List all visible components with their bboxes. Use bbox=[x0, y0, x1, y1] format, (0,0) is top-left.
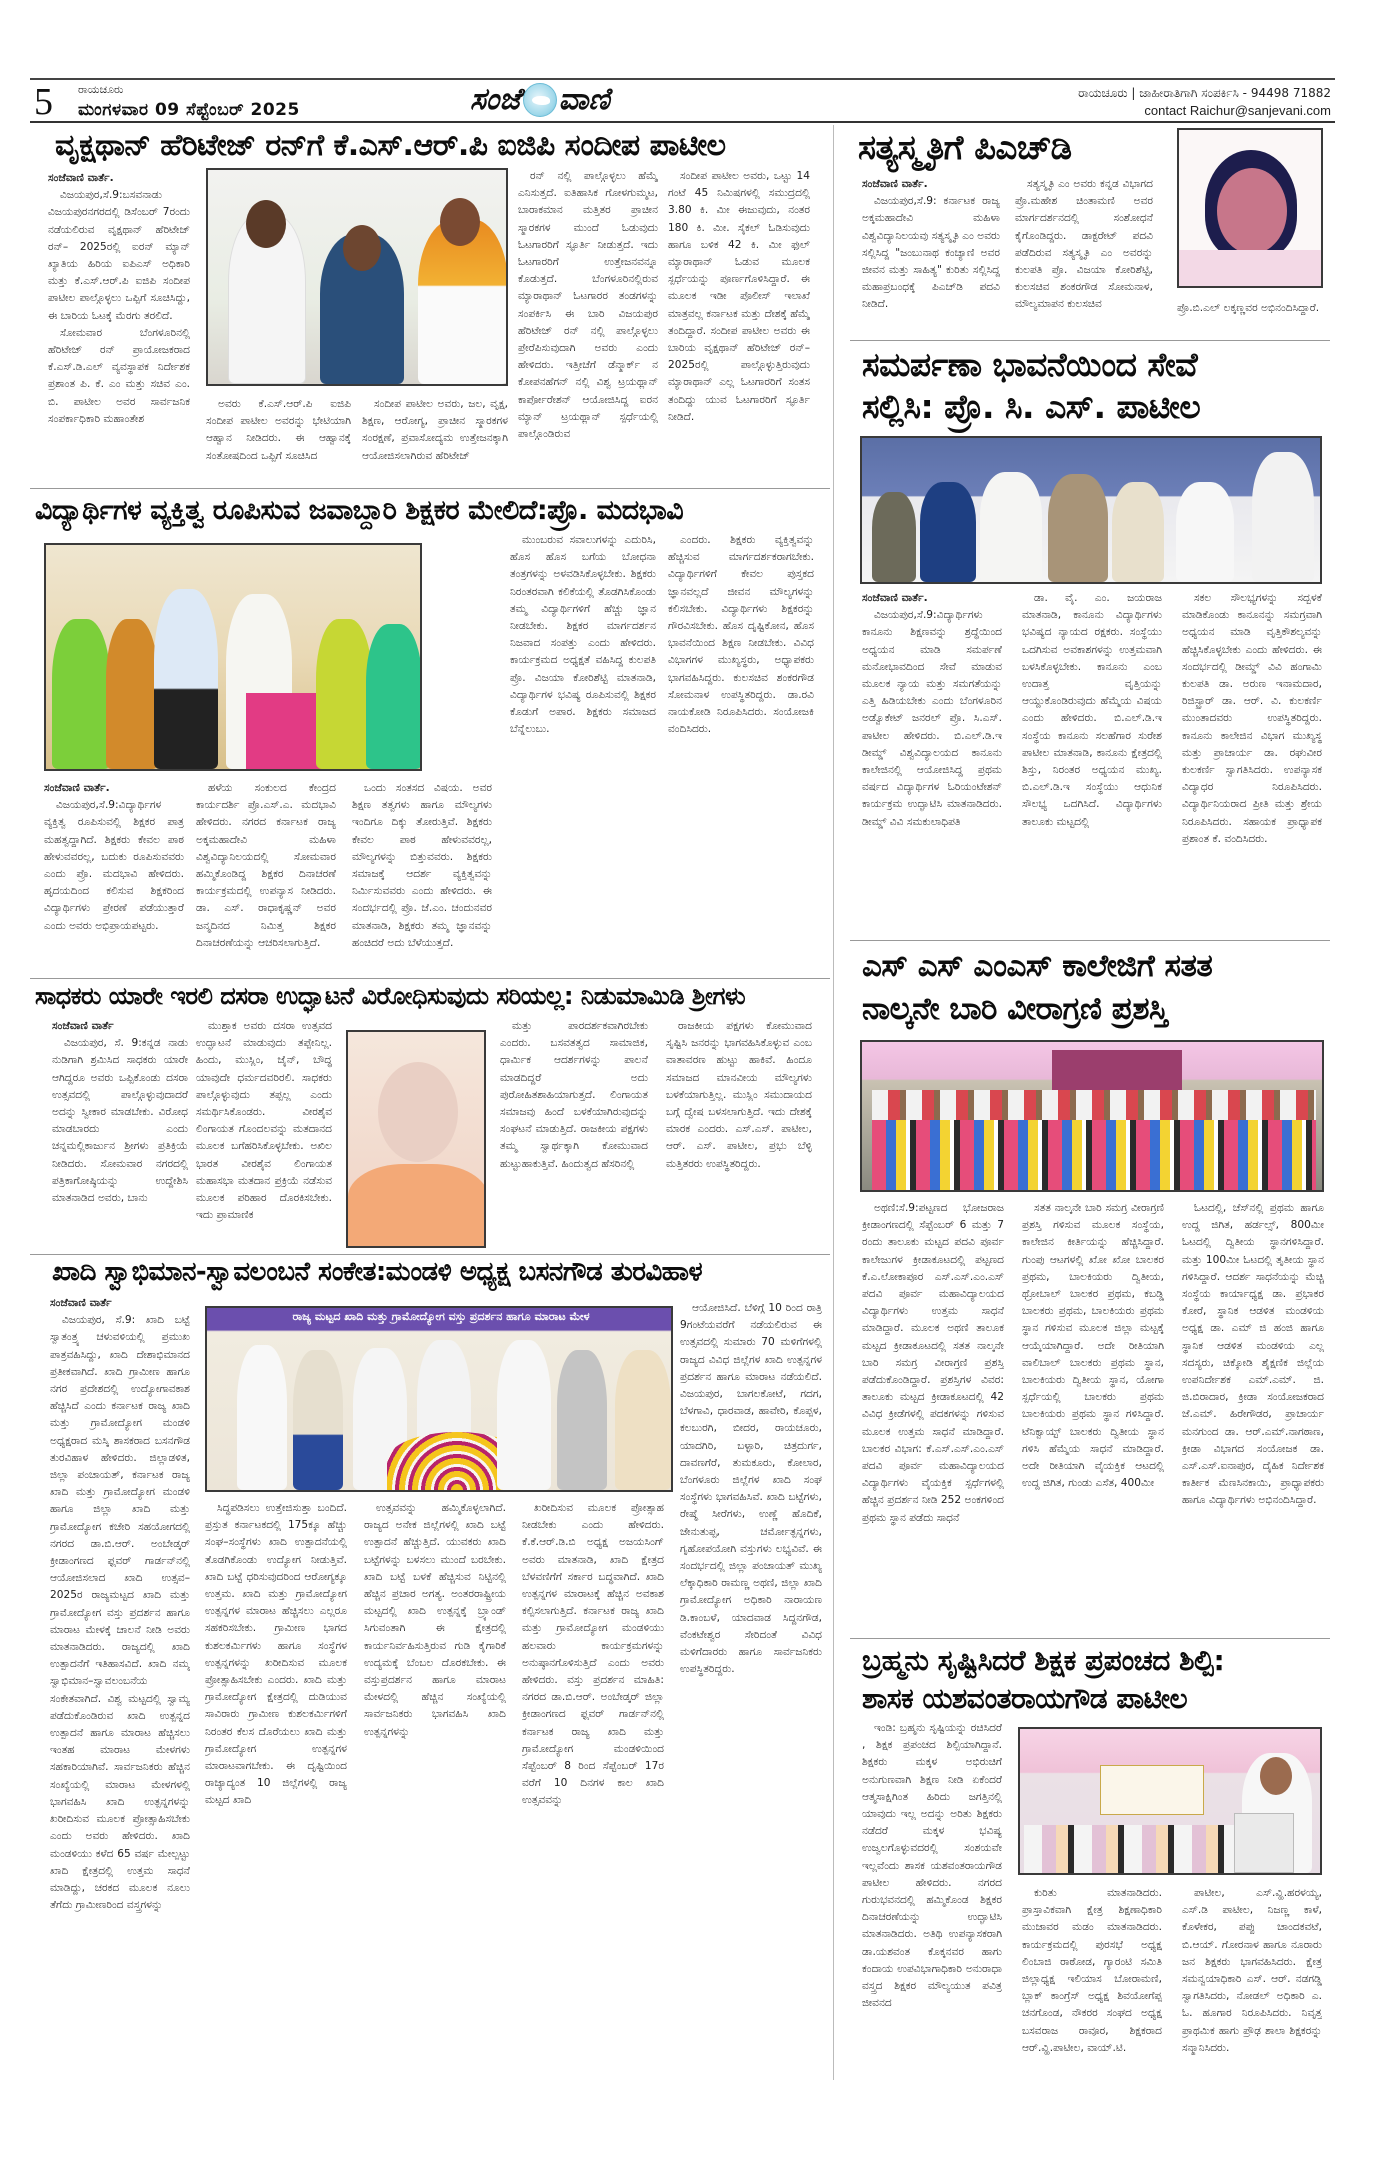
seated-guests bbox=[1024, 1825, 1234, 1873]
article-column bbox=[206, 396, 351, 476]
person-figure bbox=[497, 1340, 551, 1490]
article-photo bbox=[346, 1030, 486, 1248]
ad-contact-line: ರಾಯಚೂರು | ಜಾಹೀರಾತಿಗಾಗಿ ಸಂಪರ್ಕಿಸಿ - 94498 71882 bbox=[1078, 86, 1331, 100]
article-body: ರನ್ ನಲ್ಲಿ ಪಾಲ್ಗೊಳ್ಳಲು ಹೆಮ್ಮೆ ಎನಿಸುತ್ತದೆ. ಐತಿಹಾಸಿಕ ಗೋಳಗುಮ್ಮಟ, ಬಾರಾಕಮಾನ ಮತ್ತಿತರ ಪ್ರಾಚೀನ ಸ್ಮಾರಕಗಳ ಮುಂದೆ ಓಡುವುದು ಓಟಗಾರರಿಗೆ ಸ್ಫೂರ್ತಿ ನೀಡುತ್ತದೆ. ಇದು ಓಟಗಾರರಿಗೆ ಉತ್ತೇಜನವನ್ನೂ ಕೊಡುತ್ತದೆ. ಬೆಂಗಳೂರಿನಲ್ಲಿರುವ ಮ್ಯಾರಾಥಾನ್ ಓಟಗಾರರ ತಂಡಗಳನ್ನು ಸಂಪರ್ಕಿಸಿ ಈ ಬಾರಿ ವಿಜಯಪುರ ಹೆರಿಟೇಜ್ ರನ್ ನಲ್ಲಿ ಪಾಲ್ಗೊಳ್ಳಲು ಪ್ರೇರೆಪಿಸುವುದಾಗಿ ಅವರು ಎಂದು ಹೇಳಿದರು. ಇತ್ತೀಚೆಗೆ ಡೆನ್ಮಾರ್ಕ್ ನ ಕೋಪನಹೆಗನ್ ನಲ್ಲಿ ವಿಶ್ವ ಟ್ರಯಥ್ಲಾನ್ ಕಾರ್ಪೋರೇಶನ್ ಆಯೋಜಿಸಿದ್ದ ಐರನ ಮ್ಯಾನ್ ಟ್ರಯಥ್ಲಾನ್ ಸ್ಪರ್ಧೆಯಲ್ಲಿ ಪಾಲ್ಗೊಂಡಿರುವ bbox=[518, 170, 658, 441]
article-column bbox=[205, 1500, 347, 2085]
headline[interactable]: ಸತ್ಯಸ್ಮೃತಿಗೆ ಪಿಎಚ್‌ಡಿ bbox=[858, 128, 1072, 168]
article-body: ಅವರು ಕೆ.ಎಸ್.ಆರ್.ಪಿ ಐಜಿಪಿ ಸಂದೀಪ ಪಾಟೀಲ ಅವರನ್ನು ಭೇಟಿಯಾಗಿ ಆಹ್ವಾನ ನೀಡಿದರು. ಈ ಆಹ್ವಾನಕ್ಕೆ ಸಂತೋಷದಿಂದ ಒಪ್ಪಿಗೆ ಸೂಚಿಸಿದ bbox=[206, 398, 351, 462]
article-column bbox=[862, 176, 1000, 336]
article-column bbox=[1182, 1200, 1324, 1635]
contact-email[interactable]: contact Raichur@sanjevani.com bbox=[1144, 103, 1331, 118]
article-body: ಆಯೋಜಿಸಿದೆ. ಬೆಳಿಗ್ಗೆ 10 ರಿಂದ ರಾತ್ರಿ 9ಗಂಟೆಯವರೆಗೆ ನಡೆಯಲಿರುವ ಈ ಉತ್ಸವದಲ್ಲಿ ಸುಮಾರು 70 ಮಳಿಗೆಗಳಲ್ಲಿ ರಾಜ್ಯದ ವಿವಿಧ ಜಿಲ್ಲೆಗಳ ಖಾದಿ ಉತ್ಪನ್ನಗಳ ಪ್ರದರ್ಶನ ಹಾಗೂ ಮಾರಾಟ ನಡೆಯಲಿದೆ. ವಿಜಯಪುರ, ಬಾಗಲಕೋಟೆ, ಗದಗ, ಬೆಳಗಾವಿ, ಧಾರವಾಡ, ಹಾವೇರಿ, ಕೊಪ್ಪಳ, ಕಲಬುರಗಿ, ಬೀದರ, ರಾಯಚೂರು, ಯಾದಗಿರಿ, ಬಳ್ಳಾರಿ, ಚಿತ್ರದುರ್ಗ, ದಾವಣಗೆರೆ, ತುಮಕೂರು, ಕೋಲಾರ, ಬೆಂಗಳೂರು ಜಿಲ್ಲೆಗಳ ಖಾದಿ ಸಂಘ ಸಂಸ್ಥೆಗಳು ಭಾಗವಹಿಸಿವೆ. ಖಾದಿ ಬಟ್ಟೆಗಳು, ರೇಷ್ಮೆ ಸೀರೆಗಳು, ಉಣ್ಣೆ ಹೊದಿಕೆ, ಜೇನುತುಪ್ಪ, ಚರ್ಮೋತ್ಪನ್ನಗಳು, ಗೃಹೋಪಯೋಗಿ ವಸ್ತುಗಳು ಲಭ್ಯವಿವೆ. ಈ ಸಂದರ್ಭದಲ್ಲಿ ಜಿಲ್ಲಾ ಪಂಚಾಯತ್ ಮುಖ್ಯ ಲೆಕ್ಕಾಧಿಕಾರಿ ರಾಮಣ್ಣ ಅಥಣಿ, ಜಿಲ್ಲಾ ಖಾದಿ ಗ್ರಾಮೋದ್ಯೋಗ ಅಧಿಕಾರಿ ನಾರಾಯಣ ಡಿ.ಕಾಂಬಳೆ, ಯಾದವಾಡ ಸಿದ್ದನಗೌಡ, ವೆಂಕಟೇಶ್ವರ ಸೇರಿದಂತೆ ವಿವಿಧ ಮಳಿಗೆದಾರರು ಹಾಗೂ ಸಾರ್ವಜನಿಕರು ಉಪಸ್ಥಿತರಿದ್ದರು. bbox=[680, 1302, 822, 1676]
issue-date: ಮಂಗಳವಾರ 09 ಸೆಪ್ಟೆಂಬರ್ 2025 bbox=[78, 100, 300, 120]
article-column bbox=[1022, 1885, 1162, 2085]
article-body: ವಿಜಯಪುರ,ಸೆ.9:ವಿದ್ಯಾರ್ಥಿಗಳ ವ್ಯಕ್ತಿತ್ವ ರೂಪಿಸುವಲ್ಲಿ ಶಿಕ್ಷಕರ ಪಾತ್ರ ಮಹತ್ವದ್ದಾಗಿದೆ. ಶಿಕ್ಷಕರು ಕೇವಲ ಪಾಠ ಹೇಳುವವರಲ್ಲ, ಬದುಕು ರೂಪಿಸುವವರು ಎಂದು ಪ್ರೊ. ಮದಭಾವಿ ಹೇಳಿದರು. ಹೃದಯದಿಂದ ಕಲಿಸುವ ಶಿಕ್ಷಕರಿಂದ ವಿದ್ಯಾರ್ಥಿಗಳು ಪ್ರೇರಣೆ ಪಡೆಯುತ್ತಾರೆ ಎಂದು ಅವರು ಅಭಿಪ್ರಾಯಪಟ್ಟರು. bbox=[44, 799, 184, 932]
person-figure bbox=[366, 624, 422, 769]
person-figure bbox=[316, 619, 372, 769]
person-figure bbox=[293, 1350, 343, 1490]
dove-icon bbox=[523, 83, 557, 117]
edition-label: ರಾಯಚೂರು bbox=[78, 83, 124, 96]
article-column bbox=[364, 1500, 506, 2085]
section-divider bbox=[850, 1638, 1330, 1639]
page-number: 5 bbox=[34, 81, 53, 123]
headline[interactable]: ವೃಕ್ಷಥಾನ್ ಹೆರಿಟೇಜ್ ರನ್‌ಗೆ ಕೆ.ಎಸ್.ಆರ್.ಪಿ ಐಜಿಪಿ ಸಂದೀಪ ಪಾಟೀಲ bbox=[55, 128, 726, 163]
article-body: ಎಂದರು. ಶಿಕ್ಷಕರು ವ್ಯಕ್ತಿತ್ವವನ್ನು ಹೆಚ್ಚಿಸುವ ಮಾರ್ಗದರ್ಶಕರಾಗಬೇಕು. ವಿದ್ಯಾರ್ಥಿಗಳಿಗೆ ಕೇವಲ ಪುಸ್ತಕದ ಜ್ಞಾನವಲ್ಲದೆ ಜೀವನ ಮೌಲ್ಯಗಳನ್ನು ಕಲಿಸಬೇಕು. ವಿದ್ಯಾರ್ಥಿಗಳು ಶಿಕ್ಷಕರನ್ನು ಗೌರವಿಸಬೇಕು. ಹೊಸ ದೃಷ್ಟಿಕೋನ, ಹೊಸ ಭಾವನೆಯಿಂದ ಶಿಕ್ಷಣ ನೀಡಬೇಕು. ವಿವಿಧ ವಿಭಾಗಗಳ ಮುಖ್ಯಸ್ಥರು, ಅಧ್ಯಾಪಕರು ಭಾಗವಹಿಸಿದ್ದರು. ಕುಲಸಚಿವ ಶಂಕರಗೌಡ ಸೋಮನಾಳ ಉಪಸ್ಥಿತರಿದ್ದರು. ಡಾ.ರವಿ ನಾಯಕೋಡಿ ನಿರೂಪಿಸಿದರು. ಸಂಯೋಜಕಿ ವಂದಿಸಿದರು. bbox=[668, 534, 814, 736]
person-figure bbox=[1252, 452, 1314, 582]
article-column bbox=[52, 1018, 188, 1250]
person-figure bbox=[872, 492, 916, 582]
article-body: ಸಂದೀಪ ಪಾಟೀಲ ಅವರು, ಒಟ್ಟು 14 ಗಂಟೆ 45 ನಿಮಿಷಗಳಲ್ಲಿ ಸಮುದ್ರದಲ್ಲಿ 3.80 ಕಿ. ಮೀ ಈಜುವುದು, ನಂತರ 180 ಕಿ. ಮೀ. ಸೈಕಲ್ ಓಡಿಸುವುದು ಹಾಗೂ ಬಳಿಕ 42 ಕಿ. ಮೀ ಫುಲ್ ಮ್ಯಾರಾಥಾನ್ ಓಡುವ ಮೂಲಕ ಸ್ಪರ್ಧೆಯನ್ನು ಪೂರ್ಣಗೊಳಿಸಿದ್ದಾರೆ. ಈ ಮೂಲಕ ಇಡೀ ಪೊಲೀಸ್ ಇಲಾಖೆ ಮಾತ್ರವಲ್ಲ ಕರ್ನಾಟಕ ಮತ್ತು ದೇಶಕ್ಕೆ ಹೆಮ್ಮೆ ತಂದಿದ್ದಾರೆ. ಸಂದೀಪ ಪಾಟೀಲ ಅವರು ಈ ಬಾರಿಯ ವೃಕ್ಷಥಾನ್ ಹೆರಿಟೇಜ್ ರನ್– 2025ರಲ್ಲಿ ಪಾಲ್ಗೊಳ್ಳುತ್ತಿರುವುದು ಮ್ಯಾರಾಥಾನ್ ಎಲ್ಲ ಓಟಗಾರರಿಗೆ ಸಂತಸ ತಂದಿದ್ದು ಯುವ ಓಟಗಾರರಿಗೆ ಸ್ಫೂರ್ತಿ ನೀಡಿದೆ. bbox=[668, 170, 810, 423]
article-body: ಸತ್ಯಸ್ಮೃತಿ ಎಂ ಅವರು ಕನ್ನಡ ವಿಭಾಗದ ಪ್ರೊ.ಮಹೇಶ ಚಿಂತಾಮಣಿ ಅವರ ಮಾರ್ಗದರ್ಶನದಲ್ಲಿ ಸಂಶೋಧನೆ ಕೈಗೊಂಡಿದ್ದರು. ಡಾಕ್ಟರೇಟ್ ಪದವಿ ಪಡೆದಿರುವ ಸತ್ಯಸ್ಮೃತಿ ಎಂ ಅವರನ್ನು ಕುಲಪತಿ ಪ್ರೊ. ವಿಜಯಾ ಕೋರಿಶೆಟ್ಟಿ, ಕುಲಸಚಿವ ಶಂಕರಗೌಡ ಸೋಮನಾಳ, ಮೌಲ್ಯಮಾಪನ ಕುಲಸಚಿವ bbox=[1015, 178, 1153, 311]
byline: ಸಂಜೆವಾಣಿ ವಾರ್ತೆ bbox=[50, 1297, 112, 1309]
section-divider bbox=[30, 978, 830, 979]
article-body: ಅಥಣಿ:ಸೆ.9:ಪಟ್ಟಣದ ಭೋಜರಾಜ ಕ್ರೀಡಾಂಗಣದಲ್ಲಿ ಸೆಪ್ಟೆಂಬರ್ 6 ಮತ್ತು 7 ರಂದು ತಾಲೂಕು ಮಟ್ಟದ ಪದವಿ ಪೂರ್ವ ಕಾಲೇಜುಗಳ ಕ್ರೀಡಾಕೂಟದಲ್ಲಿ ಪಟ್ಟಣದ ಕೆ.ಎ.ಲೋಕಾಪೂರ ಎಸ್.ಎಸ್.ಎಂ.ಎಸ್ ಪದವಿ ಪೂರ್ವ ಮಹಾವಿದ್ಯಾಲಯದ ವಿದ್ಯಾರ್ಥಿಗಳು ಉತ್ತಮ ಸಾಧನೆ ಮಾಡಿದ್ದಾರೆ. ಮೂಲಕ ಅಥಣಿ ತಾಲೂಕ ಮಟ್ಟದ ಕ್ರೀಡಾಕೂಟದಲ್ಲಿ ಸತತ ನಾಲ್ಕನೇ ಬಾರಿ ಸಮಗ್ರ ವೀರಾಗ್ರಣಿ ಪ್ರಶಸ್ತಿ ಪಡೆದುಕೊಂಡಿದ್ದಾರೆ. ಪ್ರಶಸ್ತಿಗಳ ವಿವರ: ತಾಲೂಕು ಮಟ್ಟದ ಕ್ರೀಡಾಕೂಟದಲ್ಲಿ 42 ವಿವಿಧ ಕ್ರೀಡೆಗಳಲ್ಲಿ ಪದಕಗಳನ್ನು ಗಳಿಸುವ ಮೂಲಕ ಉತ್ತಮ ಸಾಧನೆ ಮಾಡಿದ್ದಾರೆ. ಬಾಲಕರ ವಿಭಾಗ: ಕೆ.ಎಸ್.ಎಸ್.ಎಂ.ಎಸ್ ಪದವಿ ಪೂರ್ವ ಮಹಾವಿದ್ಯಾಲಯದ ವಿದ್ಯಾರ್ಥಿಗಳು ವೈಯಕ್ತಿಕ ಸ್ಪರ್ಧೆಗಳಲ್ಲಿ ಹೆಚ್ಚಿನ ಪ್ರದರ್ಶನ ನೀಡಿ 252 ಅಂಕಗಳಿಂದ ಪ್ರಥಮ ಸ್ಥಾನ ಪಡೆದು ಸಾಧನೆ bbox=[862, 1202, 1004, 1524]
headline-line: ನಾಲ್ಕನೇ ಬಾರಿ ವೀರಾಗ್ರಣಿ ಪ್ರಶಸ್ತಿ bbox=[862, 991, 1168, 1027]
person-figure bbox=[154, 589, 218, 769]
article-column bbox=[48, 170, 190, 470]
headline-line: ಶಾಸಕ ಯಶವಂತರಾಯಗೌಡ ಪಾಟೀಲ bbox=[862, 1682, 1188, 1715]
article-column bbox=[500, 1018, 648, 1250]
article-column bbox=[352, 780, 492, 970]
person-figure bbox=[237, 1345, 287, 1490]
article-body: ಸಂದೀಪ ಪಾಟೀಲ ಅವರು, ಜಲ, ವೃಕ್ಷ, ಶಿಕ್ಷಣ, ಆರೋಗ್ಯ, ಪ್ರಾಚೀನ ಸ್ಮಾರಕಗಳ ಸಂರಕ್ಷಣೆ, ಪ್ರವಾಸೋದ್ಯಮ ಉತ್ತೇಜನಕ್ಕಾಗಿ ಆಯೋಜಿಸಲಾಗಿರುವ ಹೆರಿಟೇಜ್ bbox=[362, 398, 508, 462]
headline-line: ಸಮರ್ಪಣಾ ಭಾವನೆಯಿಂದ ಸೇವೆ bbox=[862, 345, 1198, 384]
section-divider bbox=[850, 940, 1330, 941]
article-photo bbox=[860, 1040, 1324, 1192]
article-body: ವಿಜಯಪುರ,ಸೆ.9:ವಿದ್ಯಾರ್ಥಿಗಳು ಕಾನೂನು ಶಿಕ್ಷಣವನ್ನು ಶ್ರದ್ಧೆಯಿಂದ ಅಧ್ಯಯನ ಮಾಡಿ ಸಮರ್ಪಣೆ ಮನೋಭಾವದಿಂದ ಸೇವೆ ಮಾಡುವ ಮೂಲಕ ನ್ಯಾಯ ಮತ್ತು ಸಮಗತೆಯನ್ನು ಎತ್ತಿ ಹಿಡಿಯಬೇಕು ಎಂದು ಬೆಂಗಳೂರಿನ ಅಡ್ವೊಕೇಟ್ ಜನರಲ್ ಪ್ರೊ. ಸಿ.ಎಸ್. ಪಾಟೀಲ ಹೇಳಿದರು. ಬಿ.ಎಲ್.ಡಿ.ಇ ಡೀಮ್ಡ್ ವಿಶ್ವವಿದ್ಯಾಲಯದ ಕಾನೂನು ಕಾಲೇಜಿನಲ್ಲಿ ಆಯೋಜಿಸಿದ್ದ ಪ್ರಥಮ ವರ್ಷದ ವಿದ್ಯಾರ್ಥಿಗಳ ಓರಿಯಂಟೇಶನ್ ಕಾರ್ಯಕ್ರಮ ಉದ್ಘಾಟಿಸಿ ಮಾತನಾಡಿದರು. ಡೀಮ್ಡ್ ವಿವಿ ಸಮಕುಲಾಧಿಪತಿ bbox=[862, 609, 1002, 828]
logo-text-left: ಸಂಜೆ bbox=[470, 82, 521, 117]
article-body: ಇಂಡಿ: ಬ್ರಹ್ಮನು ಸೃಷ್ಟಿಯನ್ನು ರಚಿಸಿದರೆ , ಶಿಕ್ಷಕ ಪ್ರಪಂಚದ ಶಿಲ್ಪಿಯಾಗಿದ್ದಾನೆ. ಶಿಕ್ಷಕರು ಮಕ್ಕಳ ಅಭಿರುಚಿಗೆ ಅನುಗುಣವಾಗಿ ಶಿಕ್ಷಣ ನೀಡಿ ಏಕೆಂದರೆ ಆತ್ಮಸಾಕ್ಷಿಗಿಂತ ಹಿರಿದು ಜಗತ್ತಿನಲ್ಲಿ ಯಾವುದು ಇಲ್ಲ ಅದನ್ನು ಅರಿತು ಶಿಕ್ಷಕರು ನಡೆದರೆ ಮಕ್ಕಳ ಭವಿಷ್ಯ ಉಜ್ವಲಗೊಳ್ಳುವದರಲ್ಲಿ ಸಂಶಯವೇ ಇಲ್ಲವೆಂದು ಶಾಸಕ ಯಶವಂತರಾಯಗೌಡ ಪಾಟೀಲ ಹೇಳಿದರು. ನಗರದ ಗುರುಭವನದಲ್ಲಿ ಹಮ್ಮಿಕೊಂಡ ಶಿಕ್ಷಕರ ದಿನಾಚರಣೆಯನ್ನು ಉದ್ಘಾಟಿಸಿ ಮಾತನಾಡಿದರು. ಅತಿಥಿ ಉಪನ್ಯಾಸಕರಾಗಿ ಡಾ.ಯಶವಂತ ಕೊಕ್ಕನವರ ಹಾಗು ಕಂದಾಯ ಉಪವಿಭಾಗಾಧಿಕಾರಿ ಅನುರಾಧಾ ವಸ್ತ್ರದ ಶಿಕ್ಷಕರ ಮೌಲ್ಯಯುತ ಪವಿತ್ರ ಜೀವನದ bbox=[862, 1722, 1002, 2010]
article-body: ಸಿದ್ಧಪಡಿಸಲು ಉತ್ತೇಜಿಸುತ್ತಾ ಬಂದಿದೆ. ಪ್ರಸ್ತುತ ಕರ್ನಾಟಕದಲ್ಲಿ 175ಕ್ಕೂ ಹೆಚ್ಚು ಸಂಘ–ಸಂಸ್ಥೆಗಳು ಖಾದಿ ಉತ್ಪಾದನೆಯಲ್ಲಿ ತೊಡಗಿಕೊಂಡು ಉದ್ಯೋಗ ನೀಡುತ್ತಿವೆ. ಖಾದಿ ಬಟ್ಟೆ ಧರಿಸುವುದರಿಂದ ಆರೋಗ್ಯಕ್ಕೂ ಉತ್ತಮ. ಖಾದಿ ಮತ್ತು ಗ್ರಾಮೋದ್ಯೋಗ ಉತ್ಪನ್ನಗಳ ಮಾರಾಟ ಹೆಚ್ಚಿಸಲು ಎಲ್ಲರೂ ಸಹಕರಿಸಬೇಕು. ಗ್ರಾಮೀಣ ಭಾಗದ ಕುಶಲಕರ್ಮಿಗಳು ಹಾಗೂ ಸಂಸ್ಥೆಗಳ ಉತ್ಪನ್ನಗಳನ್ನು ಖರೀದಿಸುವ ಮೂಲಕ ಪ್ರೋತ್ಸಾಹಿಸಬೇಕು ಎಂದರು. ಖಾದಿ ಮತ್ತು ಗ್ರಾಮೋದ್ಯೋಗ ಕ್ಷೇತ್ರದಲ್ಲಿ ದುಡಿಯುವ ಸಾವಿರಾರು ಗ್ರಾಮೀಣ ಕುಶಲಕರ್ಮಿಗಳಿಗೆ ನಿರಂತರ ಕೆಲಸ ದೊರೆಯಲು ಖಾದಿ ಮತ್ತು ಗ್ರಾಮೋದ್ಯೋಗ ಉತ್ಪನ್ನಗಳ ಮಾರಾಟವಾಗಬೇಕು. ಈ ದೃಷ್ಟಿಯಿಂದ ರಾಜ್ಯಾದ್ಯಂತ 10 ಜಿಲ್ಲೆಗಳಲ್ಲಿ ರಾಜ್ಯ ಮಟ್ಟದ ಖಾದಿ bbox=[205, 1502, 347, 1807]
article-photo bbox=[860, 436, 1322, 584]
article-body: ಮುಂಬರುವ ಸವಾಲುಗಳನ್ನು ಎದುರಿಸಿ, ಹೊಸ ಹೊಸ ಬಗೆಯ ಬೋಧನಾ ತಂತ್ರಗಳನ್ನು ಅಳವಡಿಸಿಕೊಳ್ಳಬೇಕು. ಶಿಕ್ಷಕರು ನಿರಂತರವಾಗಿ ಕಲಿಕೆಯಲ್ಲಿ ತೊಡಗಿಸಿಕೊಂಡು ತಮ್ಮ ವಿದ್ಯಾರ್ಥಿಗಳಿಗೆ ಹೆಚ್ಚು ಜ್ಞಾನ ನೀಡಬೇಕು. ಶಿಕ್ಷಕರ ಮಾರ್ಗದರ್ಶನ ನಿಜವಾದ ಸಂಪತ್ತು ಎಂದು ಹೇಳಿದರು. ಕಾರ್ಯಕ್ರಮದ ಅಧ್ಯಕ್ಷತೆ ವಹಿಸಿದ್ದ ಕುಲಪತಿ ಪ್ರೊ. ವಿಜಯಾ ಕೋರಿಶೆಟ್ಟಿ ಮಾತನಾಡಿ, ವಿದ್ಯಾರ್ಥಿಗಳ ಭವಿಷ್ಯ ರೂಪಿಸುವಲ್ಲಿ ಶಿಕ್ಷಕರ ಕೊಡುಗೆ ಅಪಾರ. ಶಿಕ್ಷಕರು ಸಮಾಜದ ಬೆನ್ನೆಲುಬು. bbox=[510, 534, 656, 736]
article-body: ಖರೀದಿಸುವ ಮೂಲಕ ಪ್ರೋತ್ಸಾಹ ನೀಡಬೇಕು ಎಂದು ಹೇಳಿದರು. ಕೆ.ಕೆ.ಆರ್.ಡಿ.ಬಿ ಅಧ್ಯಕ್ಷ ಅಜಯಸಿಂಗ್ ಅವರು ಮಾತನಾಡಿ, ಖಾದಿ ಕ್ಷೇತ್ರದ ಬೆಳವಣಿಗೆಗೆ ಸರ್ಕಾರ ಬದ್ಧವಾಗಿದೆ. ಖಾದಿ ಉತ್ಪನ್ನಗಳ ಮಾರಾಟಕ್ಕೆ ಹೆಚ್ಚಿನ ಅವಕಾಶ ಕಲ್ಪಿಸಲಾಗುತ್ತಿದೆ. ಕರ್ನಾಟಕ ರಾಜ್ಯ ಖಾದಿ ಮತ್ತು ಗ್ರಾಮೋದ್ಯೋಗ ಮಂಡಳಿಯು ಹಲವಾರು ಕಾರ್ಯಕ್ರಮಗಳನ್ನು ಅನುಷ್ಠಾನಗೊಳಿಸುತ್ತಿದೆ ಎಂದು ಅವರು ಹೇಳಿದರು. ವಸ್ತು ಪ್ರದರ್ಶನ ಮಾಹಿತಿ: ನಗರದ ಡಾ.ಬಿ.ಆರ್. ಅಂಬೇಡ್ಕರ್ ಜಿಲ್ಲಾ ಕ್ರೀಡಾಂಗಣದ ಫ್ಲವರ್ ಗಾರ್ಡನ್‌ನಲ್ಲಿ ಕರ್ನಾಟಕ ರಾಜ್ಯ ಖಾದಿ ಮತ್ತು ಗ್ರಾಮೋದ್ಯೋಗ ಮಂಡಳಿಯಿಂದ ಸೆಪ್ಟೆಂಬರ್ 8 ರಿಂದ ಸೆಪ್ಟೆಂಬರ್ 17ರ ವರೆಗೆ 10 ದಿನಗಳ ಕಾಲ ಖಾದಿ ಉತ್ಸವವನ್ನು bbox=[522, 1502, 664, 1807]
byline: ಸಂಜೆವಾಣಿ ವಾರ್ತೆ bbox=[52, 1020, 114, 1032]
newspaper-logo bbox=[470, 82, 610, 117]
person-head bbox=[246, 200, 286, 248]
group-figures bbox=[872, 1120, 1316, 1190]
person-figure bbox=[1048, 474, 1108, 582]
person-head bbox=[1260, 1757, 1292, 1795]
person-head bbox=[1217, 168, 1287, 254]
photo-banner-text: ರಾಜ್ಯ ಮಟ್ಟದ ಖಾದಿ ಮತ್ತು ಗ್ರಾಮೋದ್ಯೋಗ ವಸ್ತು ಪ್ರದರ್ಶನ ಹಾಗೂ ಮಾರಾಟ ಮೇಳ bbox=[292, 1310, 590, 1323]
article-body: ಸೋಮವಾರ ಬೆಂಗಳೂರಿನಲ್ಲಿ ಹೆರಿಟೇಜ್ ರನ್ ಪ್ರಾಯೋಜಕರಾದ ಕೆ.ಎಸ್.ಡಿ.ಎಲ್ ವ್ಯವಸ್ಥಾಪಕ ನಿರ್ದೇಶಕ ಪ್ರಶಾಂತ ಪಿ. ಕೆ. ಎಂ ಮತ್ತು ಸಚಿವ ಎಂ. ಬಿ. ಪಾಟೀಲ ಅವರ ಸಾರ್ವಜನಿಕ ಸಂಪರ್ಕಾಧಿಕಾರಿ ಮಹಾಂತೇಶ bbox=[48, 326, 190, 425]
article-column bbox=[668, 532, 814, 970]
article-photo bbox=[1018, 1727, 1322, 1875]
article-body: ಉತ್ಸವವನ್ನು ಹಮ್ಮಿಕೊಳ್ಳಲಾಗಿದೆ. ರಾಜ್ಯದ ಅನೇಕ ಜಿಲ್ಲೆಗಳಲ್ಲಿ ಖಾದಿ ಬಟ್ಟೆ ಉತ್ಪಾದನೆ ಹೆಚ್ಚುತ್ತಿದೆ. ಯುವಕರು ಖಾದಿ ಬಟ್ಟೆಗಳನ್ನು ಬಳಸಲು ಮುಂದೆ ಬರಬೇಕು. ಖಾದಿ ಬಟ್ಟೆ ಬಳಕೆ ಹೆಚ್ಚಿಸುವ ನಿಟ್ಟಿನಲ್ಲಿ ಹೆಚ್ಚಿನ ಪ್ರಚಾರ ಅಗತ್ಯ. ಅಂತರರಾಷ್ಟ್ರೀಯ ಮಟ್ಟದಲ್ಲಿ ಖಾದಿ ಉತ್ಪನ್ನಕ್ಕೆ ಬ್ರ್ಯಾಂಡ್ ಸಿಗುವಂತಾಗಿ ಈ ಕ್ಷೇತ್ರದಲ್ಲಿ ಕಾರ್ಯನಿರ್ವಹಿಸುತ್ತಿರುವ ಗುಡಿ ಕೈಗಾರಿಕೆ ಉದ್ಯಮಕ್ಕೆ ಬೆಂಬಲ ದೊರಕಬೇಕು. ಈ ವಸ್ತುಪ್ರದರ್ಶನ ಹಾಗೂ ಮಾರಾಟ ಮೇಳದಲ್ಲಿ ಹೆಚ್ಚಿನ ಸಂಖ್ಯೆಯಲ್ಲಿ ಸಾರ್ವಜನಿಕರು ಭಾಗವಹಿಸಿ ಖಾದಿ ಉತ್ಪನ್ನಗಳನ್ನು bbox=[364, 1502, 506, 1738]
article-body: ವಿಜಯಪುರ,ಸೆ.9:ಬಸವನಾಡು ವಿಜಯಪುರನಗರದಲ್ಲಿ ಡಿಸೆಂಬರ್ 7ರಂದು ನಡೆಯಲಿರುವ ವೃಕ್ಷಥಾನ್ ಹೆರಿಟೇಜ್ ರನ್– 2025ರಲ್ಲಿ ಐರನ್ ಮ್ಯಾನ್ ಖ್ಯಾತಿಯ ಹಿರಿಯ ಐಪಿಎಸ್ ಅಧಿಕಾರಿ ಮತ್ತು ಕೆ.ಎಸ್.ಆರ್.ಪಿ ಐಜಿಪಿ ಸಂದೀಪ ಪಾಟೀಲ ಪಾಲ್ಗೊಳ್ಳಲು ಒಪ್ಪಿಗೆ ಸೂಚಿಸಿದ್ದು, ಈ ಬಾರಿಯ ಓಟಕ್ಕೆ ಮೆರಗು ತರಲಿದೆ. bbox=[48, 189, 190, 322]
article-body: ಪಾಟೀಲ, ಎಸ್.ವ್ಹಿ.ಹರಳಯ್ಯ, ಎಸ್.ಡಿ ಪಾಟೀಲ, ನಿಜಣ್ಣ ಕಾಳೆ, ಕೊಳೇಕರ, ಪಪ್ಪು ಚಾಂದಕವಟೆ, ಬಿ.ಆಯ್. ಗೋರನಾಳ ಹಾಗೂ ನೂರಾರು ಜನ ಶಿಕ್ಷಕರು ಭಾಗವಹಿಸಿದರು. ಕ್ಷೇತ್ರ ಸಮನ್ವಯಾಧಿಕಾರಿ ಎಸ್. ಆರ್. ನಡಗಡ್ಡಿ ಸ್ವಾಗತಿಸಿದರು, ನೋಡಲ್ ಅಧಿಕಾರಿ ಎ. ಓ. ಹೂಗಾರ ನಿರೂಪಿಸಿದರು. ನಿವೃತ್ತ ಪ್ರಾಥಮಿಕ ಹಾಗು ಪ್ರೌಢ ಶಾಲಾ ಶಿಕ್ಷಕರನ್ನು ಸನ್ಮಾನಿಸಿದರು. bbox=[1182, 1887, 1322, 2054]
article-body: ಮತ್ತು ಪಾರದರ್ಶಕವಾಗಿರಬೇಕು ಎಂದರು. ಬಸವತತ್ವದ ಸಾಮಾಜಿಕ, ಧಾರ್ಮಿಕ ಆದರ್ಶಗಳನ್ನು ಪಾಲನೆ ಮಾಡದಿದ್ದರೆ ಅದು ಪುರೋಹಿತಶಾಹಿಯಾಗುತ್ತದೆ. ಲಿಂಗಾಯತ ಸಮಾಜವು ಹಿಂದೆ ಬಳಕೆಯಾಗಿರುವುದನ್ನು ಸಂಘಟನೆ ಮಾಡುತ್ತಿದೆ. ರಾಜಕೀಯ ಪಕ್ಷಗಳು ತಮ್ಮ ಸ್ವಾರ್ಥಕ್ಕಾಗಿ ಕೋಮುವಾದ ಹುಟ್ಟುಹಾಕುತ್ತಿವೆ. ಹಿಂದುತ್ವದ ಹೆಸರಿನಲ್ಲಿ bbox=[500, 1020, 648, 1170]
person-figure bbox=[52, 619, 110, 769]
byline: ಸಂಜೆವಾಣಿ ವಾರ್ತೆ. bbox=[44, 782, 110, 794]
podium bbox=[1234, 1813, 1294, 1873]
article-body: ವಿಜಯಪುರ, ಸೆ. 9:ಕನ್ನಡ ನಾಡು ನುಡಿಗಾಗಿ ಶ್ರಮಿಸಿದ ಸಾಧಕರು ಯಾರೇ ಆಗಿದ್ದರೂ ಅವರು ಒಪ್ಪಿಕೊಂಡು ದಸರಾ ಉತ್ಸವದಲ್ಲಿ ಪಾಲ್ಗೊಳ್ಳುವುದಾದರೆ ಅದನ್ನು ಸ್ವೀಕಾರ ಮಾಡಬೇಕು. ವಿರೋಧ ಮಾಡಬಾರದು ಎಂದು ಚನ್ನಮಲ್ಲಿಕಾರ್ಜುನ ಶ್ರೀಗಳು ಪ್ರತಿಕ್ರಿಯೆ ನೀಡಿದರು. ಸೋಮವಾರ ನಗರದಲ್ಲಿ ಪತ್ರಿಕಾಗೋಷ್ಠಿಯನ್ನು ಉದ್ದೇಶಿಸಿ ಮಾತನಾಡಿದ ಅವರು, ಬಾನು bbox=[52, 1037, 188, 1205]
group-figures bbox=[872, 1090, 1316, 1120]
article-column bbox=[1015, 176, 1153, 336]
article-column bbox=[1182, 1885, 1322, 2085]
headline-line: ಎಸ್ ಎಸ್ ಎಂಎಸ್ ಕಾಲೇಜಿಗೆ ಸತತ bbox=[862, 948, 1213, 984]
article-photo bbox=[44, 543, 422, 771]
article-column bbox=[1022, 1200, 1164, 1635]
article-column bbox=[1022, 590, 1162, 935]
person-figure bbox=[1176, 482, 1234, 582]
headline[interactable]: ಖಾದಿ ಸ್ವಾಭಿಮಾನ-ಸ್ವಾವಲಂಬನೆ ಸಂಕೇತ:ಮಂಡಳಿ ಅಧ್ಯಕ್ಷ ಬಸನಗೌಡ ತುರವಿಹಾಳ bbox=[52, 1257, 703, 1287]
article-body: ಸಕಲ ಸೌಲಭ್ಯಗಳನ್ನು ಸದ್ಬಳಕೆ ಮಾಡಿಕೊಂಡು ಕಾನೂನನ್ನು ಸಮಗ್ರವಾಗಿ ಅಧ್ಯಯನ ಮಾಡಿ ವೃತ್ತಿಕೌಶಲ್ಯವನ್ನು ಹೆಚ್ಚಿಸಿಕೊಳ್ಳಬೇಕು ಎಂದು ಹೇಳಿದರು. ಈ ಸಂದರ್ಭದಲ್ಲಿ ಡೀಮ್ಡ್ ವಿವಿ ಹಂಗಾಮಿ ಕುಲಪತಿ ಡಾ. ಅರುಣ ಇನಾಮದಾರ, ರಿಜಿಸ್ಟ್ರಾರ್ ಡಾ. ಆರ್. ವಿ. ಕುಲಕರ್ಣಿ ಮುಂತಾದವರು ಉಪಸ್ಥಿತರಿದ್ದರು. ಕಾನೂನು ಕಾಲೇಜಿನ ವಿಭಾಗ ಮುಖ್ಯಸ್ಥ ಮತ್ತು ಪ್ರಾಚಾರ್ಯ ಡಾ. ರಘುವೀರ ಕುಲಕರ್ಣಿ ಸ್ವಾಗತಿಸಿದರು. ಉಪನ್ಯಾಸಕ ವಿದ್ಯಾಧರ ನಿರೂಪಿಸಿದರು. ವಿದ್ಯಾರ್ಥಿನಿಯರಾದ ಪ್ರೀತಿ ಮತ್ತು ಶ್ರೇಯ ನಿರೂಪಿಸಿದರು. ಸಹಾಯಕ ಪ್ರಾಧ್ಯಾಪಕ ಪ್ರಶಾಂತ ಕೆ. ವಂದಿಸಿದರು. bbox=[1182, 592, 1322, 845]
contact-info bbox=[1078, 84, 1331, 120]
portrait-photo bbox=[1177, 128, 1323, 288]
article-body: ಮುಶ್ತಾಕ ಅವರು ದಸರಾ ಉತ್ಸವದ ಉದ್ಘಾಟನೆ ಮಾಡುವುದು ತಪ್ಪೇನಿಲ್ಲ. ಹಿಂದು, ಮುಸ್ಲಿಂ, ಜೈನ್, ಬೌದ್ಧ ಯಾವುದೇ ಧರ್ಮದವರಿರಲಿ. ಸಾಧಕರು ಪಾಲ್ಗೊಳ್ಳುವುದು ತಪ್ಪಲ್ಲ ಎಂದು ಸಮರ್ಥಿಸಿಕೊಂಡರು. ವೀರಶೈವ ಲಿಂಗಾಯತ ಗೊಂದಲವನ್ನು ಮತದಾನದ ಮೂಲಕ ಬಗೆಹರಿಸಿಕೊಳ್ಳಬೇಕು. ಅಖಿಲ ಭಾರತ ವೀರಶೈವ ಲಿಂಗಾಯತ ಮಹಾಸಭಾ ಮತದಾನ ಪ್ರಕ್ರಿಯೆ ನಡೆಸುವ ಮೂಲಕ ಪರಿಹಾರ ದೊರಕಿಸಬೇಕು. ಇದು ಪ್ರಾಮಾಣಿಕ bbox=[196, 1020, 332, 1222]
article-body: ಸತತ ನಾಲ್ಕನೇ ಬಾರಿ ಸಮಗ್ರ ವೀರಾಗ್ರಣಿ ಪ್ರಶಸ್ತಿ ಗಳಿಸುವ ಮೂಲಕ ಸಂಸ್ಥೆಯ, ಕಾಲೇಜಿನ ಕೀರ್ತಿಯನ್ನು ಹೆಚ್ಚಿಸಿದ್ದಾರೆ. ಗುಂಪು ಆಟಗಳಲ್ಲಿ ಖೋ ಖೋ ಬಾಲಕರ ಪ್ರಥಮ, ಬಾಲಕಿಯರು ದ್ವಿತೀಯ, ಥ್ರೋಬಾಲ್ ಬಾಲಕರ ಪ್ರಥಮ, ಕಬಡ್ಡಿ ಬಾಲಕರು ಪ್ರಥಮ, ಬಾಲಕಿಯರು ಪ್ರಥಮ ಸ್ಥಾನ ಗಳಿಸುವ ಮೂಲಕ ಜಿಲ್ಲಾ ಮಟ್ಟಕ್ಕೆ ಆಯ್ಕೆಯಾಗಿದ್ದಾರೆ. ಅದೇ ರೀತಿಯಾಗಿ ವಾಲಿಬಾಲ್ ಬಾಲಕರು ಪ್ರಥಮ ಸ್ಥಾನ, ಬಾಲಕಿಯರು ದ್ವಿತೀಯ ಸ್ಥಾನ, ಯೋಗಾ ಸ್ಪರ್ಧೆಯಲ್ಲಿ ಬಾಲಕರು ಪ್ರಥಮ ಬಾಲಕಿಯರು ಪ್ರಥಮ ಸ್ಥಾನ ಗಳಿಸಿದ್ದಾರೆ. ಟೆನಿಕ್ವಾಯ್ಟ್ ಬಾಲಕರು ದ್ವಿತೀಯ ಸ್ಥಾನ ಗಳಿಸಿ ಹೆಮ್ಮೆಯ ಸಾಧನೆ ಮಾಡಿದ್ದಾರೆ. ಅದೇ ರೀತಿಯಾಗಿ ವೈಯಕ್ತಿಕ ಆಟದಲ್ಲಿ ಉದ್ದ ಜಿಗಿತ, ಗುಂಡು ಎಸೆತ, 400ಮೀ bbox=[1022, 1202, 1164, 1490]
logo-text-right: ವಾಣಿ bbox=[558, 82, 610, 117]
article-body: ಓಟದಲ್ಲಿ, ಚೆಸ್‌ನಲ್ಲಿ ಪ್ರಥಮ ಹಾಗೂ ಉದ್ದ ಜಿಗಿತ, ಹರ್ಡಲ್ಸ್, 800ಮೀ ಓಟದಲ್ಲಿ ದ್ವಿತೀಯ ಸ್ಥಾನಗಳಿಸಿದ್ದಾರೆ. ಮತ್ತು 100ಮೀ ಓಟದಲ್ಲಿ ತೃತೀಯ ಸ್ಥಾನ ಗಳಿಸಿದ್ದಾರೆ. ಆದರ್ಶ ಸಾಧನೆಯನ್ನು ಮೆಚ್ಚಿ ಸಂಸ್ಥೆಯ ಕಾರ್ಯಾಧ್ಯಕ್ಷ ಡಾ. ಪ್ರಭಾಕರ ಕೋರೆ, ಸ್ಥಾನಿಕ ಆಡಳಿತ ಮಂಡಳಿಯ ಅಧ್ಯಕ್ಷ ಡಾ. ಎಮ್ ಜಿ ಹಂಜಿ ಹಾಗೂ ಸ್ಥಾನಿಕ ಆಡಳಿತ ಮಂಡಳಿಯ ಎಲ್ಲ ಸದಸ್ಯರು, ಚಿಕ್ಕೋಡಿ ಶೈಕ್ಷಣಿಕ ಜಿಲ್ಲೆಯ ಉಪನಿರ್ದೇಶಕ ಎಮ್.ಎಮ್. ಜಿ. ಜಿ.ಬಿರಾದಾರ, ಕ್ರೀಡಾ ಸಂಯೋಜಕರಾದ ಜೆ.ಎಮ್. ಹಿರೇಗೌಡರ, ಪ್ರಾಚಾರ್ಯ ಮನಗುಂದ ಡಾ. ಆರ್.ಎಮ್.ನಾಗಠಾಣ, ಕ್ರೀಡಾ ವಿಭಾಗದ ಸಂಯೋಜಕ ಡಾ. ಎಸ್.ಎಸ್.ಐನಾಪುರ, ದೈಹಿಕ ನಿರ್ದೇಶಕ ಕಾರ್ತೀಕ ಮೆಣಸಿನಕಾಯಿ, ಪ್ರಾಧ್ಯಾಪಕರು ಹಾಗೂ ವಿದ್ಯಾರ್ಥಿಗಳು ಅಭಿನಂದಿಸಿದ್ದಾರೆ. bbox=[1182, 1202, 1324, 1507]
headline[interactable] bbox=[862, 344, 1200, 428]
article-column bbox=[196, 780, 336, 970]
article-column bbox=[196, 1018, 332, 1250]
article-body: ವಿಜಯಪುರ, ಸೆ.9: ಖಾದಿ ಬಟ್ಟೆ ಸ್ವಾತಂತ್ರ್ಯ ಚಳುವಳಿಯಲ್ಲಿ ಪ್ರಮುಖ ಪಾತ್ರವಹಿಸಿದ್ದು, ಖಾದಿ ದೇಶಾಭಿಮಾನದ ಪ್ರತೀಕವಾಗಿದೆ. ಖಾದಿ ಗ್ರಾಮೀಣ ಹಾಗೂ ನಗರ ಪ್ರದೇಶದಲ್ಲಿ ಉದ್ಯೋಗಾವಕಾಶ ಹೆಚ್ಚಿಸಿದೆ ಎಂದು ಕರ್ನಾಟಕ ರಾಜ್ಯ ಖಾದಿ ಮತ್ತು ಗ್ರಾಮೋದ್ಯೋಗ ಮಂಡಳಿ ಅಧ್ಯಕ್ಷರಾದ ಮಸ್ಕಿ ಶಾಸಕರಾದ ಬಸನಗೌಡ ತುರವಿಹಾಳ ಹೇಳಿದರು. ಜಿಲ್ಲಾಡಳಿತ, ಜಿಲ್ಲಾ ಪಂಚಾಯತ್, ಕರ್ನಾಟಕ ರಾಜ್ಯ ಖಾದಿ ಮತ್ತು ಗ್ರಾಮೋದ್ಯೋಗ ಮಂಡಳಿ ಹಾಗೂ ಜಿಲ್ಲಾ ಖಾದಿ ಮತ್ತು ಗ್ರಾಮೋದ್ಯೋಗ ಕಚೇರಿ ಸಹಯೋಗದಲ್ಲಿ ನಗರದ ಡಾ.ಬಿ.ಆರ್. ಅಂಬೇಡ್ಕರ್ ಕ್ರೀಡಾಂಗಣದ ಫ್ಲವರ್ ಗಾರ್ಡನ್‌ನಲ್ಲಿ ಆಯೋಜಿಸಲಾದ ಖಾದಿ ಉತ್ಸವ–2025ರ ರಾಜ್ಯಮಟ್ಟದ ಖಾದಿ ಮತ್ತು ಗ್ರಾಮೋದ್ಯೋಗ ವಸ್ತು ಪ್ರದರ್ಶನ ಹಾಗೂ ಮಾರಾಟ ಮೇಳಕ್ಕೆ ಚಾಲನೆ ನೀಡಿ ಅವರು ಮಾತನಾಡಿದರು. ರಾಜ್ಯದಲ್ಲಿ ಖಾದಿ ಉತ್ಪಾದನೆಗೆ ಇತಿಹಾಸವಿದೆ. ಖಾದಿ ನಮ್ಮ ಸ್ವಾಭಿಮಾನ–ಸ್ವಾವಲಂಬನೆಯ ಸಂಕೇತವಾಗಿದೆ. ವಿಶ್ವ ಮಟ್ಟದಲ್ಲಿ ಸ್ವಾಮ್ಯ ಪಡೆದುಕೊಂಡಿರುವ ಖಾದಿ ಉತ್ಪನ್ನದ ಉತ್ಪಾದನೆ ಹಾಗೂ ಮಾರಾಟ ಹೆಚ್ಚಿಸಲು ಇಂತಹ ಮಾರಾಟ ಮೇಳಗಳು ಸಹಕಾರಿಯಾಗಿವೆ. ಸಾರ್ವಜನಿಕರು ಹೆಚ್ಚಿನ ಸಂಖ್ಯೆಯಲ್ಲಿ ಮಾರಾಟ ಮೇಳಗಳಲ್ಲಿ ಭಾಗವಹಿಸಿ ಖಾದಿ ಉತ್ಪನ್ನಗಳನ್ನು ಖರೀದಿಸುವ ಮೂಲಕ ಪ್ರೋತ್ಸಾಹಿಸಬೇಕು ಎಂದು ಅವರು ಹೇಳಿದರು. ಖಾದಿ ಮಂಡಳಿಯು ಕಳೆದ 65 ವರ್ಷ ಮೇಲ್ಪಟ್ಟು ಖಾದಿ ಕ್ಷೇತ್ರದಲ್ಲಿ ಉತ್ತಮ ಸಾಧನೆ ಮಾಡಿದ್ದು, ಚರಕದ ಮೂಲಕ ನೂಲು ತೆಗೆದು ಗ್ರಾಮೀಣರಿಂದ ವಸ್ತ್ರಗಳನ್ನು bbox=[50, 1314, 190, 1912]
article-body: ಒಂದು ಸಂತಸದ ವಿಷಯ. ಅವರ ಶಿಕ್ಷಣ ತತ್ವಗಳು ಹಾಗೂ ಮೌಲ್ಯಗಳು ಇಂದಿಗೂ ದಿಕ್ಕು ತೋರುತ್ತಿವೆ. ಶಿಕ್ಷಕರು ಕೇವಲ ಪಾಠ ಹೇಳುವವರಲ್ಲ, ಮೌಲ್ಯಗಳನ್ನು ಬಿತ್ತುವವರು. ಶಿಕ್ಷಕರು ಸಮಾಜಕ್ಕೆ ಆದರ್ಶ ವ್ಯಕ್ತಿತ್ವವನ್ನು ನಿರ್ಮಿಸುವವರು ಎಂದು ಹೇಳಿದರು. ಈ ಸಂದರ್ಭದಲ್ಲಿ ಪ್ರೊ. ಜೆ.ಎಂ. ಚಂದುನವರ ಮಾತನಾಡಿ, ಶಿಕ್ಷಕರು ತಮ್ಮ ಜ್ಞಾನವನ್ನು ಹಂಚಿದರೆ ಅದು ಬೆಳೆಯುತ್ತದೆ. bbox=[352, 782, 492, 949]
article-column bbox=[680, 1300, 822, 2085]
column-divider bbox=[833, 125, 834, 2080]
article-column bbox=[666, 1018, 812, 1250]
person-figure bbox=[615, 1350, 671, 1490]
article-body: ರಾಜಕೀಯ ಪಕ್ಷಗಳು ಕೋಮುವಾದ ಸೃಷ್ಟಿಸಿ ಜನರನ್ನು ಭಾಗವಹಿಸಿಕೊಳ್ಳುವ ಎಂಬ ವಾತಾವರಣ ಹುಟ್ಟು ಹಾಕಿವೆ. ಹಿಂದೂ ಸಮಾಜದ ಮಾನವೀಯ ಮೌಲ್ಯಗಳು ಬಳಕೆಯಾಗುತ್ತಿಲ್ಲ. ಮುಸ್ಲಿಂ ಸಮುದಾಯದ ಬಗ್ಗೆ ದ್ವೇಷ ಬಳಸಲಾಗುತ್ತಿದೆ. ಇದು ದೇಶಕ್ಕೆ ಮಾರಕ ಎಂದರು. ಎಸ್.ಎಸ್. ಪಾಟೀಲ, ಆರ್. ಎಸ್. ಪಾಟೀಲ, ಪ್ರಭು ಬೆಳ್ಳಿ ಮತ್ತಿತರರು ಉಪಸ್ಥಿತರಿದ್ದರು. bbox=[666, 1020, 812, 1170]
headline[interactable]: ವಿದ್ಯಾರ್ಥಿಗಳ ವ್ಯಕ್ತಿತ್ವ ರೂಪಿಸುವ ಜವಾಬ್ದಾರಿ ಶಿಕ್ಷಕರ ಮೇಲಿದೆ:ಪ್ರೊ. ಮದಭಾವಿ bbox=[35, 495, 684, 526]
person-figure bbox=[920, 482, 976, 582]
person-figure bbox=[1112, 482, 1164, 582]
stage-banner bbox=[1100, 1765, 1204, 1815]
person-head bbox=[378, 1062, 458, 1162]
masthead bbox=[30, 78, 1335, 123]
article-column bbox=[1182, 590, 1322, 935]
article-photo bbox=[205, 1306, 673, 1492]
headline-line: ಬ್ರಹ್ಮನು ಸೃಷ್ಟಿಸಿದರೆ ಶಿಕ್ಷಕ ಪ್ರಪಂಚದ ಶಿಲ್ಪಿ: bbox=[862, 1644, 1225, 1677]
article-column bbox=[668, 168, 810, 478]
headline[interactable]: ಸಾಧಕರು ಯಾರೇ ಇರಲಿ ದಸರಾ ಉದ್ಘಾಟನೆ ವಿರೋಧಿಸುವುದು ಸರಿಯಲ್ಲ: ನಿಡುಮಾಮಿಡಿ ಶ್ರೀಗಳು bbox=[35, 982, 746, 1010]
section-divider bbox=[30, 1254, 830, 1255]
photo-caption: ಪ್ರೊ.ಬಿ.ಎಲ್ ಲಕ್ಕಣ್ಣವರ ಅಭಿನಂದಿಸಿದ್ದಾರೆ. bbox=[1177, 302, 1320, 314]
person-figure bbox=[106, 619, 158, 769]
article-column bbox=[862, 1720, 1002, 2085]
robe-shape bbox=[348, 1164, 486, 1246]
article-column bbox=[44, 780, 184, 970]
person-figure bbox=[980, 472, 1042, 582]
article-column bbox=[510, 532, 656, 970]
headline[interactable] bbox=[862, 1642, 1224, 1718]
article-column bbox=[518, 168, 658, 478]
article-column bbox=[862, 590, 1002, 935]
byline: ಸಂಜೆವಾಣಿ ವಾರ್ತೆ. bbox=[862, 178, 928, 190]
person-figure bbox=[557, 1350, 607, 1490]
section-divider bbox=[30, 488, 830, 489]
article-body: ಕುರಿತು ಮಾತನಾಡಿದರು. ಪ್ರಾಸ್ತಾವಿಕವಾಗಿ ಕ್ಷೇತ್ರ ಶಿಕ್ಷಣಾಧಿಕಾರಿ ಮುಜಾವರ ಮಡಂ ಮಾತನಾಡಿದರು. ಕಾರ್ಯಕ್ರಮದಲ್ಲಿ ಪುರಸಭೆ ಅಧ್ಯಕ್ಷ ಲಿಂಬಾಜಿ ರಾಠೋಡ, ಗ್ಯಾರಂಟಿ ಸಮಿತಿ ಜಿಲ್ಲಾಧ್ಯಕ್ಷ ಇಲಿಯಾಸ ಬೋರಾಮಣಿ, ಬ್ಲಾಕ್ ಕಾಂಗ್ರೆಸ್ ಅಧ್ಯಕ್ಷ ಶಿವಯೋಗೆಪ್ಪ ಚನಗೊಂಡ, ನೌಕರರ ಸಂಘದ ಅಧ್ಯಕ್ಷ ಬಸವರಾಜ ರಾವೂರ, ಶಿಕ್ಷಕರಾದ ಆರ್.ವ್ಹಿ.ಪಾಟೀಲ, ವಾಯ್.ಟಿ. bbox=[1022, 1887, 1162, 2054]
article-photo bbox=[206, 168, 508, 386]
article-column bbox=[362, 396, 508, 476]
clothing-shape bbox=[1179, 250, 1323, 286]
article-body: ಡಾ. ವೈ. ಎಂ. ಜಯರಾಜ ಮಾತನಾಡಿ, ಕಾನೂನು ವಿದ್ಯಾರ್ಥಿಗಳು ಭವಿಷ್ಯದ ನ್ಯಾಯದ ರಕ್ಷಕರು. ಸಂಸ್ಥೆಯು ಒದಗಿಸುವ ಅವಕಾಶಗಳನ್ನು ಉತ್ತಮವಾಗಿ ಬಳಸಿಕೊಳ್ಳಬೇಕು. ಕಾನೂನು ಎಂಬ ಉದಾತ್ತ ವೃತ್ತಿಯನ್ನು ಆಯ್ದುಕೊಂಡಿರುವುದು ಹೆಮ್ಮೆಯ ವಿಷಯ ಎಂದು ಹೇಳಿದರು. ಬಿ.ಎಲ್.ಡಿ.ಇ ಸಂಸ್ಥೆಯ ಕಾನೂನು ಸಲಹೆಗಾರ ಸುರೇಶ ಪಾಟೀಲ ಮಾತನಾಡಿ, ಕಾನೂನು ಕ್ಷೇತ್ರದಲ್ಲಿ ಶಿಸ್ತು, ನಿರಂತರ ಅಧ್ಯಯನ ಮುಖ್ಯ. ಬಿ.ಎಲ್.ಡಿ.ಇ ಸಂಸ್ಥೆಯು ಆಧುನಿಕ ಸೌಲಭ್ಯ ಒದಗಿಸಿದೆ. ವಿದ್ಯಾರ್ಥಿಗಳು ತಾಲೂಕು ಮಟ್ಟದಲ್ಲಿ bbox=[1022, 592, 1162, 828]
article-column bbox=[50, 1295, 190, 2085]
byline: ಸಂಜೆವಾಣಿ ವಾರ್ತೆ. bbox=[48, 172, 114, 184]
section-divider bbox=[850, 340, 1330, 341]
person-head bbox=[343, 225, 381, 271]
article-column bbox=[862, 1200, 1004, 1635]
headline-line: ಸಲ್ಲಿಸಿ: ಪ್ರೊ. ಸಿ. ಎಸ್. ಪಾಟೀಲ bbox=[862, 387, 1201, 426]
article-column bbox=[522, 1500, 664, 2085]
article-body: ಹಳೆಯ ಸಂಕುಲದ ಕೇಂದ್ರದ ಕಾರ್ಯದರ್ಶಿ ಪ್ರೊ.ಎಸ್.ಎ. ಮದಭಾವಿ ಹೇಳಿದರು. ನಗರದ ಕರ್ನಾಟಕ ರಾಜ್ಯ ಅಕ್ಕಮಹಾದೇವಿ ಮಹಿಳಾ ವಿಶ್ವವಿದ್ಯಾನಿಲಯದಲ್ಲಿ ಸೋಮವಾರ ಹಮ್ಮಿಕೊಂಡಿದ್ದ ಶಿಕ್ಷಕರ ದಿನಾಚರಣೆ ಕಾರ್ಯಕ್ರಮದಲ್ಲಿ ಉಪನ್ಯಾಸ ನೀಡಿದರು. ಡಾ. ಎಸ್. ರಾಧಾಕೃಷ್ಣನ್ ಅವರ ಜನ್ಮದಿನದ ನಿಮಿತ್ತ ಶಿಕ್ಷಕರ ದಿನಾಚರಣೆಯನ್ನು ಆಚರಿಸಲಾಗುತ್ತಿದೆ. bbox=[196, 782, 336, 949]
headline[interactable] bbox=[862, 945, 1212, 1031]
person-head bbox=[440, 198, 480, 246]
byline: ಸಂಜೆವಾಣಿ ವಾರ್ತೆ. bbox=[862, 592, 928, 604]
article-body: ವಿಜಯಪುರ,ಸೆ.9: ಕರ್ನಾಟಕ ರಾಜ್ಯ ಅಕ್ಕಮಹಾದೇವಿ ಮಹಿಳಾ ವಿಶ್ವವಿದ್ಯಾನಿಲಯವು ಸತ್ಯಸ್ಮೃತಿ ಎಂ ಅವರು ಸಲ್ಲಿಸಿದ್ದ "ಜಂಬುನಾಥ ಕಂಚ್ಯಾಣಿ ಅವರ ಜೀವನ ಮತ್ತು ಸಾಹಿತ್ಯ" ಕುರಿತು ಸಲ್ಲಿಸಿದ್ದ ಮಹಾಪ್ರಬಂಧಕ್ಕೆ ಪಿಎಚ್‌ಡಿ ಪದವಿ ನೀಡಿದೆ. bbox=[862, 195, 1000, 311]
